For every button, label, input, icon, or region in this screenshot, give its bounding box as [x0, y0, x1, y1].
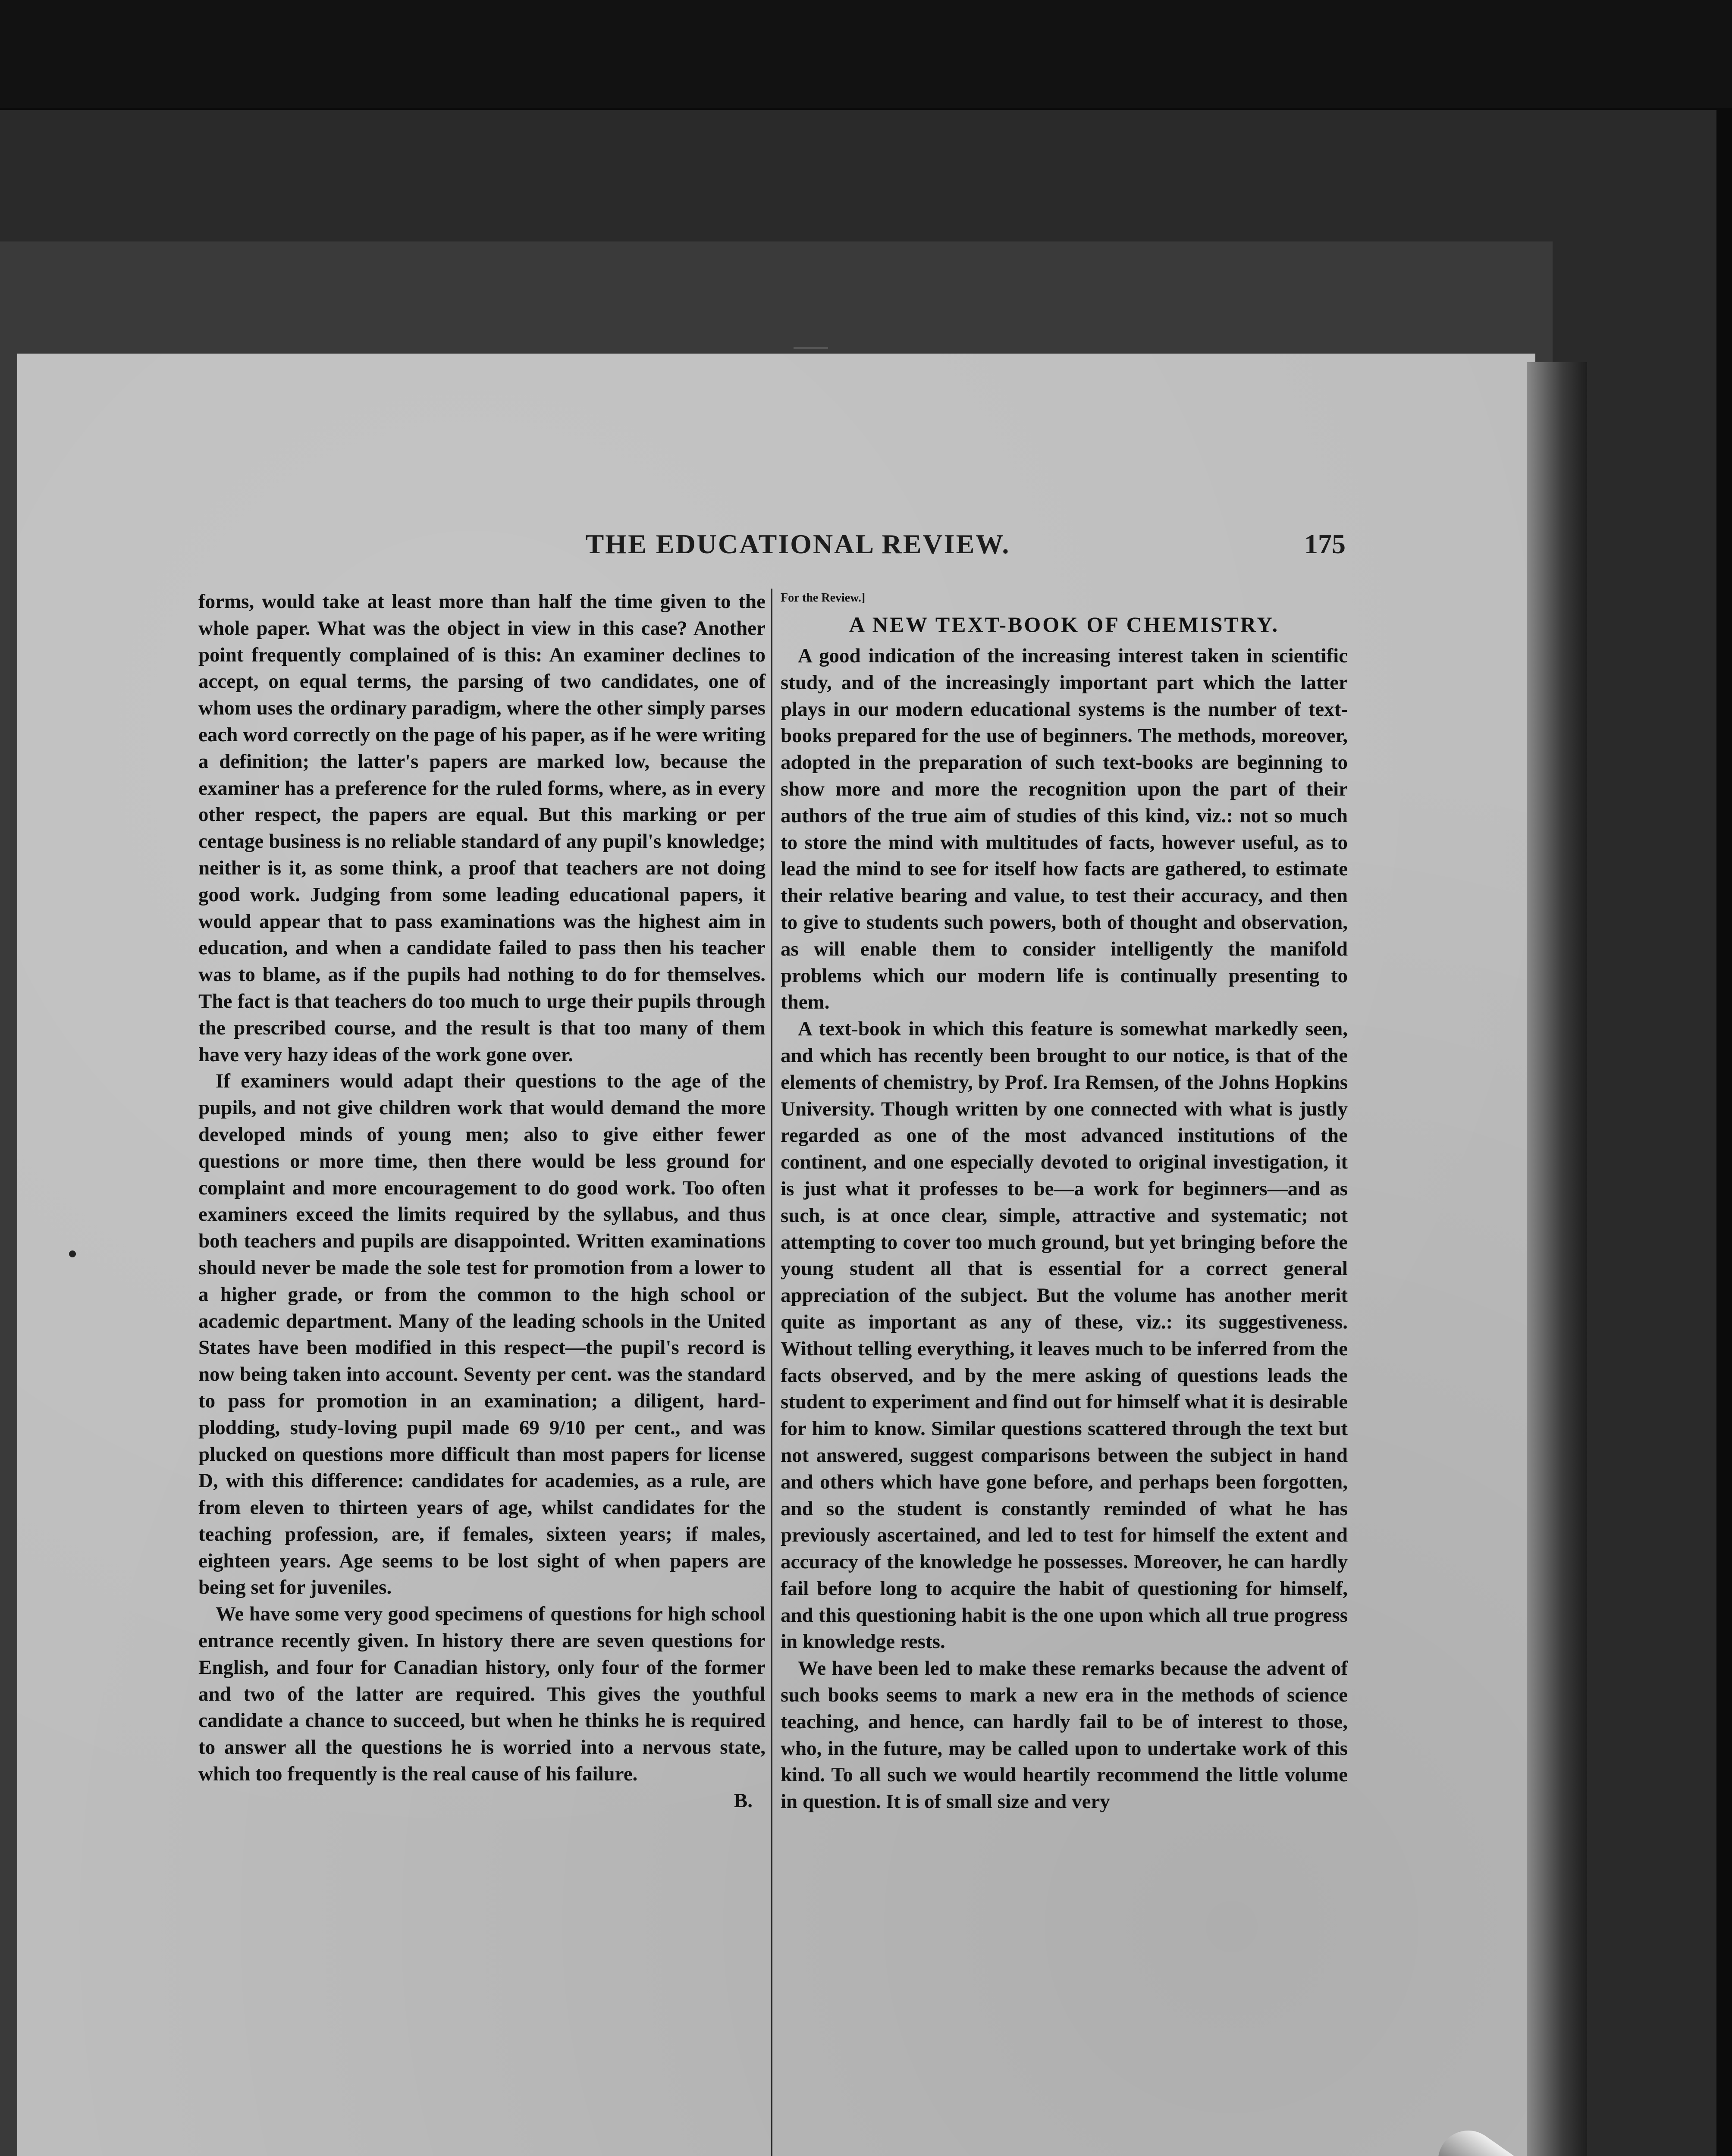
left-paragraph-1: forms, would take at least more than half the time given to the whole paper. What was the object in view in this case? Another point frequently complained of is this: An examiner declines to accept, on equal terms, the parsing of two candidates, one of whom uses the ordinary paradigm, where the other simply parses each word correctly on the page of his paper, as if he were writing a definition; the latter's papers are marked low, because the examiner has a preference for the ruled forms, where, as in every other respect, the papers are equal. But this marking or per centage business is no reliable standard of any pupil's knowledge; neither is it, as some think, a proof that teachers are not doing good work. Judging from some leading educational papers, it would appear that to pass examinations was the highest aim in education, and when a candidate failed to pass then his teacher was to blame, as if the pupils had nothing to do for themselves. The fact is that teachers do too much to urge their pupils through the prescribed course, and the result is that too many of them have very hazy ideas of the work gone over.	[198, 590, 766, 1066]
column-rule	[771, 589, 772, 2156]
running-head: THE EDUCATIONAL REVIEW.	[585, 529, 1010, 559]
left-column	[198, 589, 766, 1814]
left-paragraph-3: We have some very good specimens of questions for high school entrance recently given. In history there are seven questions for English, and four for Canadian history, only four of the former and two of the latter are required. This gives the youthful candidate a chance to succeed, but when he thinks he is required to answer all the questions he is worried into a nervous state, which too frequently is the real cause of his failure.	[198, 1603, 766, 1786]
right-paragraph-1: A good indication of the increasing interest taken in scientific study, and of the increasingly important part which the latter plays in our modern educational systems is the number of text-books prepared for the use of beginners. The methods, moreover, adopted in the preparation of such text-books are beginning to show more and more the recognition upon the part of their authors of the true aim of studies of this kind, viz.: not so much to store the mind with multitudes of facts, however useful, as to lead the mind to see for itself how facts are gathered, to estimate their relative bearing and value, to test their accuracy, and then to give to students such powers, both of thought and observation, as will enable them to consider intelligently the manifold problems which our modern life is continually presenting to them.	[781, 645, 1348, 1014]
right-paragraph-2: A text-book in which this feature is somewhat markedly seen, and which has recently been brought to our notice, is that of the elements of chemistry, by Prof. Ira Remsen, of the Johns Hopkins University. Though written by one connected with what is justly regarded as one of the most advanced institutions of the continent, and one especially devoted to original investigation, it is just what it professes to be—a work for beginners—and as such, is at once clear, simple, attractive and systematic; not attempting to cover too much ground, but yet bringing before the young student all that is essential for a correct general appreciation of the subject. But the volume has another merit quite as important as any of these, viz.: its suggestiveness. Without telling everything, it leaves much to be inferred from the facts observed, and by the mere asking of questions leads the student to experiment and find out for himself what it is desirable for him to know. Similar questions scattered through the text but not answered, suggest comparisons between the subject in hand and others which have gone before, and perhaps been forgotten, and so the student is constantly reminded of what he has previously ascertained, and led to test for himself the extent and accuracy of the knowledge he possesses. Moreover, he can hardly fail before long to acquire the habit of questioning for himself, and this questioning habit is the one upon which all true progress in knowledge rests.	[781, 1018, 1348, 1653]
page-speck	[794, 347, 828, 349]
page-edge-shadow	[1527, 362, 1587, 2156]
byline: For the Review.]	[781, 591, 866, 605]
left-paragraph-2: If examiners would adapt their questions to the age of the pupils, and not give children work that would demand the more developed minds of young men; also to give either fewer questions or more time, then there would be less ground for complaint and more encouragement to do good work. Too often examiners exceed the limits required by the syllabus, and thus both teachers and pupils are disappointed. Written examinations should never be made the sole test for promotion from a lower to a higher grade, or from the common to the high school or academic department. Many of the leading schools in the United States have been modified in this respect—the pupil's record is now being taken into account. Seventy per cent. was the standard to pass for promotion in an examination; a diligent, hard-plodding, study-loving pupil made 69 9/10 per cent., and was plucked on questions more difficult than most papers for license D, with this difference: candidates for academies, as a rule, are from eleven to thirteen years of age, whilst candidates for the teaching profession, are, if females, sixteen years; if males, eighteen years. Age seems to be lost sight of when papers are being set for juveniles.	[198, 1070, 766, 1599]
signature: B.	[734, 1789, 753, 1812]
page-number: 175	[1304, 529, 1346, 559]
margin-speck	[69, 1250, 76, 1257]
article-title: A NEW TEXT-BOOK OF CHEMISTRY.	[849, 612, 1280, 636]
right-column	[781, 589, 1348, 1815]
right-paragraph-3: We have been led to make these remarks because the advent of such books seems to mark a new era in the methods of science teaching, and hence, can hardly fail to be of interest to those, who, in the future, may be called upon to undertake work of this kind. To all such we would heartily recommend the little volume in question. It is of small size and very	[781, 1657, 1348, 1813]
film-border-top	[0, 0, 1732, 108]
